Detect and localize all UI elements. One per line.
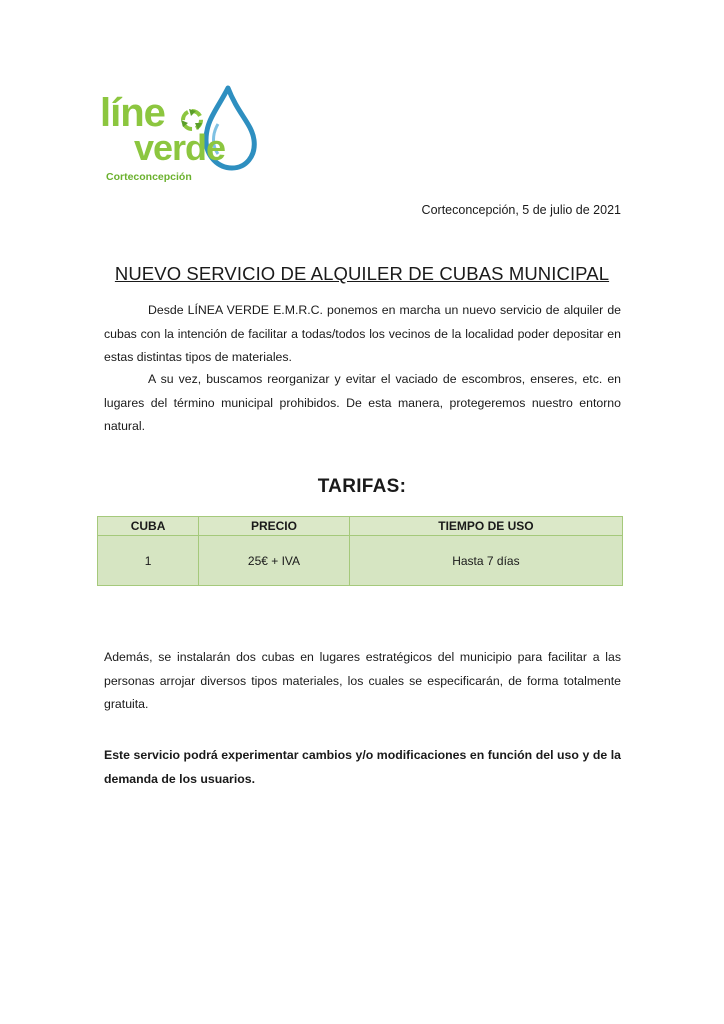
tarifas-table	[97, 516, 623, 586]
document-title: NUEVO SERVICIO DE ALQUILER DE CUBAS MUNICIPAL	[114, 263, 610, 284]
header-tiempo: TIEMPO DE USO	[349, 517, 622, 536]
paragraph-notice: Este servicio podrá experimentar cambios y/o modificaciones en función del uso y de la demanda de los usuarios.	[104, 748, 621, 786]
logo-line2: verde	[134, 127, 226, 168]
tarifas-heading: TARIFAS:	[317, 476, 407, 497]
cell-cuba: 1	[98, 536, 199, 586]
logo-line1: líne	[100, 91, 165, 135]
document-date: Corteconcepción, 5 de julio de 2021	[421, 203, 621, 217]
paragraph-purpose: A su vez, buscamos reorganizar y evitar el vaciado de escombros, enseres, etc. en lugares del término municipal prohibidos. De esta manera, protegeremos nuestro entorno natural.	[104, 372, 621, 433]
header-precio: PRECIO	[199, 517, 350, 536]
table-header-row	[98, 517, 623, 536]
paragraph-intro: Desde LÍNEA VERDE E.M.R.C. ponemos en marcha un nuevo servicio de alquiler de cubas con la intención de facilitar a todas/todos los vecinos de la localidad poder depositar en estas distintas tipos de materiales.	[104, 303, 621, 364]
paragraph-free-bins: Además, se instalarán dos cubas en lugares estratégicos del municipio para facilitar a las personas arrojar diversos tipos materiales, los cuales se especificarán, de forma totalmente gratuita.	[104, 650, 621, 711]
cell-precio: 25€ + IVA	[199, 536, 350, 586]
header-cuba: CUBA	[98, 517, 199, 536]
table-row	[98, 536, 623, 586]
linea-verde-logo	[100, 84, 260, 184]
cell-tiempo: Hasta 7 días	[349, 536, 622, 586]
recycle-drop-icon	[100, 84, 260, 184]
logo-town: Corteconcepción	[106, 171, 192, 183]
